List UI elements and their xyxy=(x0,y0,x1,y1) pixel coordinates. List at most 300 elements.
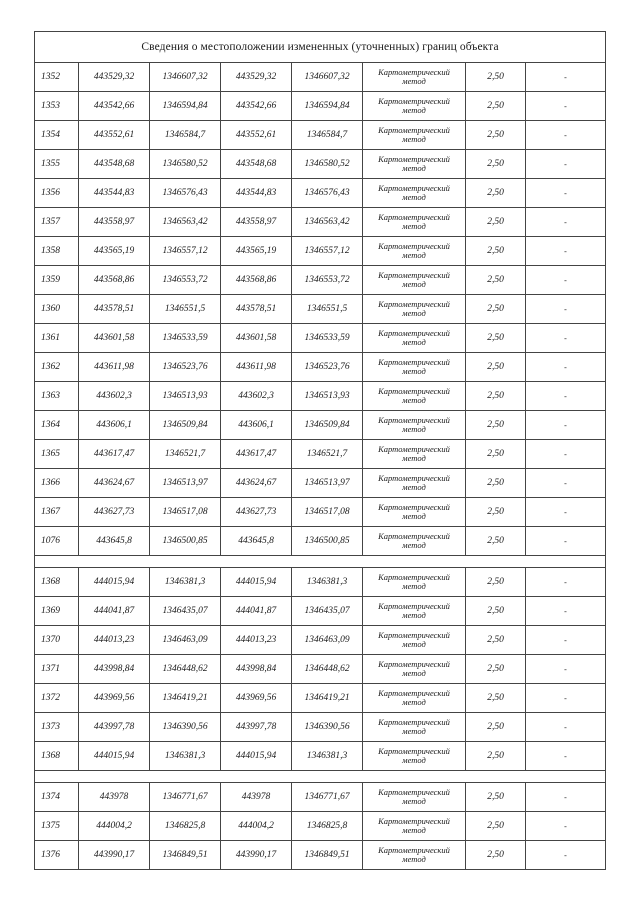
point-number-cell: 1356 xyxy=(35,179,79,208)
y-existing-cell: 1346381,3 xyxy=(150,742,221,771)
accuracy-cell: 2,50 xyxy=(466,411,526,440)
method-line2: метод xyxy=(402,163,426,173)
method-line2: метод xyxy=(402,192,426,202)
note-cell: - xyxy=(526,63,606,92)
method-line1: Картометрический xyxy=(378,473,450,483)
table-row xyxy=(35,92,606,121)
method-line2: метод xyxy=(402,581,426,591)
method-cell xyxy=(363,841,466,870)
method-cell xyxy=(363,150,466,179)
table-row xyxy=(35,266,606,295)
x-existing-cell: 443565,19 xyxy=(79,237,150,266)
x-refined-cell: 443565,19 xyxy=(221,237,292,266)
y-refined-cell: 1346553,72 xyxy=(292,266,363,295)
method-cell xyxy=(363,440,466,469)
method-line2: метод xyxy=(402,697,426,707)
x-existing-cell: 444013,23 xyxy=(79,626,150,655)
y-refined-cell: 1346557,12 xyxy=(292,237,363,266)
y-existing-cell: 1346419,21 xyxy=(150,684,221,713)
x-refined-cell: 443578,51 xyxy=(221,295,292,324)
method-line2: метод xyxy=(402,424,426,434)
accuracy-cell: 2,50 xyxy=(466,150,526,179)
method-line2: метод xyxy=(402,279,426,289)
x-refined-cell: 444015,94 xyxy=(221,568,292,597)
y-refined-cell: 1346521,7 xyxy=(292,440,363,469)
accuracy-cell: 2,50 xyxy=(466,597,526,626)
note-cell: - xyxy=(526,655,606,684)
method-cell xyxy=(363,498,466,527)
accuracy-cell: 2,50 xyxy=(466,568,526,597)
note-cell: - xyxy=(526,208,606,237)
point-number-cell: 1370 xyxy=(35,626,79,655)
method-cell xyxy=(363,626,466,655)
x-existing-cell: 443548,68 xyxy=(79,150,150,179)
note-cell: - xyxy=(526,179,606,208)
x-refined-cell: 444013,23 xyxy=(221,626,292,655)
x-refined-cell: 443602,3 xyxy=(221,382,292,411)
x-existing-cell: 444015,94 xyxy=(79,568,150,597)
point-number-cell: 1359 xyxy=(35,266,79,295)
y-existing-cell: 1346390,56 xyxy=(150,713,221,742)
table-row xyxy=(35,353,606,382)
y-refined-cell: 1346533,59 xyxy=(292,324,363,353)
table-row xyxy=(35,295,606,324)
accuracy-cell: 2,50 xyxy=(466,353,526,382)
note-cell: - xyxy=(526,411,606,440)
method-line1: Картометрический xyxy=(378,787,450,797)
y-existing-cell: 1346523,76 xyxy=(150,353,221,382)
y-refined-cell: 1346513,93 xyxy=(292,382,363,411)
y-existing-cell: 1346557,12 xyxy=(150,237,221,266)
point-number-cell: 1358 xyxy=(35,237,79,266)
y-refined-cell: 1346825,8 xyxy=(292,812,363,841)
method-line1: Картометрический xyxy=(378,816,450,826)
method-line2: метод xyxy=(402,453,426,463)
table-row xyxy=(35,237,606,266)
point-number-cell: 1376 xyxy=(35,841,79,870)
y-refined-cell: 1346580,52 xyxy=(292,150,363,179)
accuracy-cell: 2,50 xyxy=(466,237,526,266)
method-line1: Картометрический xyxy=(378,601,450,611)
y-existing-cell: 1346500,85 xyxy=(150,527,221,556)
method-line2: метод xyxy=(402,755,426,765)
note-cell: - xyxy=(526,469,606,498)
x-refined-cell: 443978 xyxy=(221,783,292,812)
note-cell: - xyxy=(526,150,606,179)
table-row xyxy=(35,812,606,841)
method-cell xyxy=(363,63,466,92)
method-line1: Картометрический xyxy=(378,531,450,541)
y-refined-cell: 1346513,97 xyxy=(292,469,363,498)
y-refined-cell: 1346381,3 xyxy=(292,568,363,597)
method-cell xyxy=(363,121,466,150)
x-existing-cell: 443978 xyxy=(79,783,150,812)
method-line2: метод xyxy=(402,105,426,115)
x-existing-cell: 443617,47 xyxy=(79,440,150,469)
x-refined-cell: 443606,1 xyxy=(221,411,292,440)
x-refined-cell: 444041,87 xyxy=(221,597,292,626)
method-line1: Картометрический xyxy=(378,357,450,367)
y-existing-cell: 1346509,84 xyxy=(150,411,221,440)
x-refined-cell: 444004,2 xyxy=(221,812,292,841)
note-cell: - xyxy=(526,295,606,324)
method-line1: Картометрический xyxy=(378,688,450,698)
accuracy-cell: 2,50 xyxy=(466,841,526,870)
method-cell xyxy=(363,92,466,121)
accuracy-cell: 2,50 xyxy=(466,382,526,411)
accuracy-cell: 2,50 xyxy=(466,295,526,324)
y-refined-cell: 1346435,07 xyxy=(292,597,363,626)
y-existing-cell: 1346513,97 xyxy=(150,469,221,498)
note-cell: - xyxy=(526,382,606,411)
point-number-cell: 1372 xyxy=(35,684,79,713)
point-number-cell: 1375 xyxy=(35,812,79,841)
y-existing-cell: 1346580,52 xyxy=(150,150,221,179)
note-cell: - xyxy=(526,527,606,556)
method-cell xyxy=(363,237,466,266)
note-cell: - xyxy=(526,568,606,597)
y-refined-cell: 1346584,7 xyxy=(292,121,363,150)
method-line2: метод xyxy=(402,134,426,144)
method-line2: метод xyxy=(402,395,426,405)
method-line2: метод xyxy=(402,337,426,347)
boundary-coordinates-table xyxy=(34,31,606,870)
method-line2: метод xyxy=(402,610,426,620)
method-cell xyxy=(363,295,466,324)
accuracy-cell: 2,50 xyxy=(466,626,526,655)
x-refined-cell: 443552,61 xyxy=(221,121,292,150)
method-line2: метод xyxy=(402,540,426,550)
x-existing-cell: 443611,98 xyxy=(79,353,150,382)
method-cell xyxy=(363,597,466,626)
x-refined-cell: 443624,67 xyxy=(221,469,292,498)
point-number-cell: 1352 xyxy=(35,63,79,92)
x-refined-cell: 443617,47 xyxy=(221,440,292,469)
method-line1: Картометрический xyxy=(378,241,450,251)
note-cell: - xyxy=(526,742,606,771)
x-refined-cell: 443544,83 xyxy=(221,179,292,208)
method-line2: метод xyxy=(402,308,426,318)
document-page xyxy=(34,31,605,870)
table-row xyxy=(35,597,606,626)
point-number-cell: 1362 xyxy=(35,353,79,382)
accuracy-cell: 2,50 xyxy=(466,713,526,742)
method-line1: Картометрический xyxy=(378,299,450,309)
method-line2: метод xyxy=(402,854,426,864)
method-line2: метод xyxy=(402,76,426,86)
table-row xyxy=(35,150,606,179)
point-number-cell: 1368 xyxy=(35,742,79,771)
table-row xyxy=(35,742,606,771)
y-existing-cell: 1346381,3 xyxy=(150,568,221,597)
accuracy-cell: 2,50 xyxy=(466,179,526,208)
y-existing-cell: 1346563,42 xyxy=(150,208,221,237)
method-line1: Картометрический xyxy=(378,630,450,640)
table-row xyxy=(35,469,606,498)
x-existing-cell: 443990,17 xyxy=(79,841,150,870)
note-cell: - xyxy=(526,783,606,812)
method-line1: Картометрический xyxy=(378,386,450,396)
accuracy-cell: 2,50 xyxy=(466,266,526,295)
x-existing-cell: 443542,66 xyxy=(79,92,150,121)
x-refined-cell: 443601,58 xyxy=(221,324,292,353)
method-cell xyxy=(363,266,466,295)
point-number-cell: 1368 xyxy=(35,568,79,597)
note-cell: - xyxy=(526,440,606,469)
point-number-cell: 1374 xyxy=(35,783,79,812)
group-separator-row xyxy=(35,771,606,783)
point-number-cell: 1364 xyxy=(35,411,79,440)
table-row xyxy=(35,568,606,597)
table-title: Сведения о местоположении измененных (уточненных) границ объекта xyxy=(35,32,606,63)
point-number-cell: 1076 xyxy=(35,527,79,556)
method-cell xyxy=(363,812,466,841)
point-number-cell: 1369 xyxy=(35,597,79,626)
point-number-cell: 1365 xyxy=(35,440,79,469)
point-number-cell: 1355 xyxy=(35,150,79,179)
y-refined-cell: 1346607,32 xyxy=(292,63,363,92)
method-line2: метод xyxy=(402,482,426,492)
x-refined-cell: 443548,68 xyxy=(221,150,292,179)
x-existing-cell: 443568,86 xyxy=(79,266,150,295)
note-cell: - xyxy=(526,92,606,121)
table-row xyxy=(35,63,606,92)
y-refined-cell: 1346500,85 xyxy=(292,527,363,556)
table-row xyxy=(35,655,606,684)
point-number-cell: 1360 xyxy=(35,295,79,324)
x-existing-cell: 444041,87 xyxy=(79,597,150,626)
y-existing-cell: 1346553,72 xyxy=(150,266,221,295)
accuracy-cell: 2,50 xyxy=(466,469,526,498)
method-line1: Картометрический xyxy=(378,183,450,193)
accuracy-cell: 2,50 xyxy=(466,121,526,150)
separator-cell xyxy=(35,556,606,568)
accuracy-cell: 2,50 xyxy=(466,812,526,841)
y-existing-cell: 1346576,43 xyxy=(150,179,221,208)
x-refined-cell: 443627,73 xyxy=(221,498,292,527)
accuracy-cell: 2,50 xyxy=(466,324,526,353)
table-row xyxy=(35,626,606,655)
x-existing-cell: 443624,67 xyxy=(79,469,150,498)
table-row xyxy=(35,411,606,440)
method-cell xyxy=(363,713,466,742)
y-refined-cell: 1346771,67 xyxy=(292,783,363,812)
method-line1: Картометрический xyxy=(378,845,450,855)
method-line1: Картометрический xyxy=(378,96,450,106)
y-refined-cell: 1346563,42 xyxy=(292,208,363,237)
x-refined-cell: 443558,97 xyxy=(221,208,292,237)
x-existing-cell: 443601,58 xyxy=(79,324,150,353)
method-cell xyxy=(363,324,466,353)
table-row xyxy=(35,713,606,742)
point-number-cell: 1353 xyxy=(35,92,79,121)
table-row xyxy=(35,498,606,527)
x-refined-cell: 443529,32 xyxy=(221,63,292,92)
y-existing-cell: 1346448,62 xyxy=(150,655,221,684)
method-line2: метод xyxy=(402,366,426,376)
y-refined-cell: 1346576,43 xyxy=(292,179,363,208)
method-line2: метод xyxy=(402,726,426,736)
y-refined-cell: 1346849,51 xyxy=(292,841,363,870)
x-existing-cell: 443606,1 xyxy=(79,411,150,440)
accuracy-cell: 2,50 xyxy=(466,440,526,469)
method-cell xyxy=(363,568,466,597)
y-existing-cell: 1346517,08 xyxy=(150,498,221,527)
point-number-cell: 1367 xyxy=(35,498,79,527)
separator-cell xyxy=(35,771,606,783)
y-existing-cell: 1346521,7 xyxy=(150,440,221,469)
point-number-cell: 1357 xyxy=(35,208,79,237)
note-cell: - xyxy=(526,324,606,353)
table-row xyxy=(35,841,606,870)
table-row xyxy=(35,440,606,469)
method-line2: метод xyxy=(402,639,426,649)
group-separator-row xyxy=(35,556,606,568)
method-line1: Картометрический xyxy=(378,746,450,756)
y-refined-cell: 1346551,5 xyxy=(292,295,363,324)
x-refined-cell: 443998,84 xyxy=(221,655,292,684)
x-existing-cell: 443578,51 xyxy=(79,295,150,324)
point-number-cell: 1366 xyxy=(35,469,79,498)
y-existing-cell: 1346607,32 xyxy=(150,63,221,92)
method-line1: Картометрический xyxy=(378,659,450,669)
method-cell xyxy=(363,179,466,208)
note-cell: - xyxy=(526,626,606,655)
x-existing-cell: 443529,32 xyxy=(79,63,150,92)
x-refined-cell: 443568,86 xyxy=(221,266,292,295)
method-line2: метод xyxy=(402,221,426,231)
y-refined-cell: 1346419,21 xyxy=(292,684,363,713)
y-existing-cell: 1346584,7 xyxy=(150,121,221,150)
x-existing-cell: 443558,97 xyxy=(79,208,150,237)
method-cell xyxy=(363,783,466,812)
point-number-cell: 1363 xyxy=(35,382,79,411)
accuracy-cell: 2,50 xyxy=(466,208,526,237)
x-existing-cell: 444004,2 xyxy=(79,812,150,841)
x-existing-cell: 443544,83 xyxy=(79,179,150,208)
table-row xyxy=(35,121,606,150)
accuracy-cell: 2,50 xyxy=(466,63,526,92)
method-line1: Картометрический xyxy=(378,212,450,222)
method-line1: Картометрический xyxy=(378,444,450,454)
method-line1: Картометрический xyxy=(378,270,450,280)
x-refined-cell: 443542,66 xyxy=(221,92,292,121)
y-existing-cell: 1346513,93 xyxy=(150,382,221,411)
method-cell xyxy=(363,655,466,684)
method-cell xyxy=(363,382,466,411)
x-existing-cell: 444015,94 xyxy=(79,742,150,771)
point-number-cell: 1373 xyxy=(35,713,79,742)
x-existing-cell: 443998,84 xyxy=(79,655,150,684)
accuracy-cell: 2,50 xyxy=(466,655,526,684)
x-existing-cell: 443645,8 xyxy=(79,527,150,556)
x-existing-cell: 443602,3 xyxy=(79,382,150,411)
note-cell: - xyxy=(526,498,606,527)
method-cell xyxy=(363,684,466,713)
table-row xyxy=(35,684,606,713)
accuracy-cell: 2,50 xyxy=(466,742,526,771)
method-line1: Картометрический xyxy=(378,328,450,338)
method-line1: Картометрический xyxy=(378,572,450,582)
y-refined-cell: 1346509,84 xyxy=(292,411,363,440)
y-existing-cell: 1346551,5 xyxy=(150,295,221,324)
x-refined-cell: 444015,94 xyxy=(221,742,292,771)
note-cell: - xyxy=(526,713,606,742)
y-refined-cell: 1346381,3 xyxy=(292,742,363,771)
method-line1: Картометрический xyxy=(378,125,450,135)
table-row xyxy=(35,527,606,556)
point-number-cell: 1354 xyxy=(35,121,79,150)
method-line1: Картометрический xyxy=(378,502,450,512)
x-refined-cell: 443997,78 xyxy=(221,713,292,742)
method-line2: метод xyxy=(402,668,426,678)
method-line2: метод xyxy=(402,250,426,260)
x-refined-cell: 443969,56 xyxy=(221,684,292,713)
y-existing-cell: 1346533,59 xyxy=(150,324,221,353)
x-refined-cell: 443611,98 xyxy=(221,353,292,382)
accuracy-cell: 2,50 xyxy=(466,684,526,713)
x-existing-cell: 443552,61 xyxy=(79,121,150,150)
note-cell: - xyxy=(526,121,606,150)
table-row xyxy=(35,783,606,812)
accuracy-cell: 2,50 xyxy=(466,92,526,121)
point-number-cell: 1361 xyxy=(35,324,79,353)
point-number-cell: 1371 xyxy=(35,655,79,684)
method-cell xyxy=(363,353,466,382)
note-cell: - xyxy=(526,841,606,870)
note-cell: - xyxy=(526,353,606,382)
x-existing-cell: 443627,73 xyxy=(79,498,150,527)
table-row xyxy=(35,208,606,237)
y-refined-cell: 1346594,84 xyxy=(292,92,363,121)
y-existing-cell: 1346825,8 xyxy=(150,812,221,841)
note-cell: - xyxy=(526,597,606,626)
method-line2: метод xyxy=(402,511,426,521)
note-cell: - xyxy=(526,266,606,295)
y-existing-cell: 1346435,07 xyxy=(150,597,221,626)
x-refined-cell: 443990,17 xyxy=(221,841,292,870)
method-cell xyxy=(363,527,466,556)
table-row xyxy=(35,179,606,208)
y-refined-cell: 1346448,62 xyxy=(292,655,363,684)
accuracy-cell: 2,50 xyxy=(466,783,526,812)
x-refined-cell: 443645,8 xyxy=(221,527,292,556)
method-cell xyxy=(363,208,466,237)
method-line2: метод xyxy=(402,825,426,835)
y-refined-cell: 1346390,56 xyxy=(292,713,363,742)
method-cell xyxy=(363,742,466,771)
table-row xyxy=(35,324,606,353)
method-line1: Картометрический xyxy=(378,154,450,164)
y-existing-cell: 1346463,09 xyxy=(150,626,221,655)
y-refined-cell: 1346463,09 xyxy=(292,626,363,655)
method-cell xyxy=(363,469,466,498)
y-refined-cell: 1346523,76 xyxy=(292,353,363,382)
method-line1: Картометрический xyxy=(378,67,450,77)
y-existing-cell: 1346771,67 xyxy=(150,783,221,812)
x-existing-cell: 443969,56 xyxy=(79,684,150,713)
x-existing-cell: 443997,78 xyxy=(79,713,150,742)
y-refined-cell: 1346517,08 xyxy=(292,498,363,527)
note-cell: - xyxy=(526,812,606,841)
accuracy-cell: 2,50 xyxy=(466,498,526,527)
method-line1: Картометрический xyxy=(378,717,450,727)
table-row xyxy=(35,382,606,411)
method-line1: Картометрический xyxy=(378,415,450,425)
method-line2: метод xyxy=(402,796,426,806)
note-cell: - xyxy=(526,684,606,713)
accuracy-cell: 2,50 xyxy=(466,527,526,556)
